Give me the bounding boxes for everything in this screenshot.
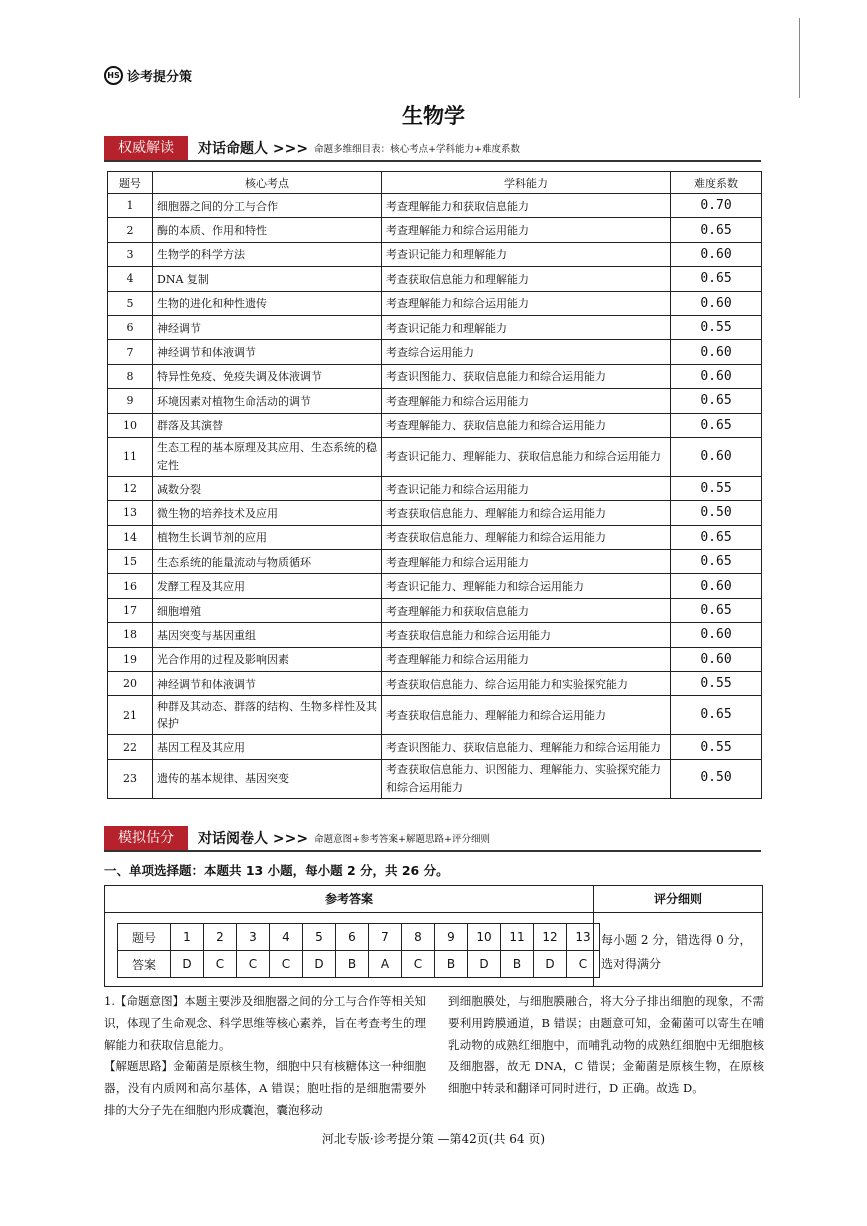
table-row bbox=[108, 340, 762, 364]
table-cell-point: 基因工程及其应用 bbox=[153, 735, 382, 759]
table-cell-no: 6 bbox=[108, 315, 153, 339]
table-cell-diff: 0.50 bbox=[671, 501, 762, 525]
ref-answer-header: 参考答案 bbox=[105, 886, 594, 913]
section-estimate-header bbox=[104, 826, 761, 852]
brand bbox=[104, 66, 192, 85]
table-cell-no: 8 bbox=[108, 364, 153, 388]
section-main-title: 对话命题人 >>> bbox=[198, 141, 309, 157]
answer-value: C bbox=[270, 951, 303, 978]
table-row bbox=[108, 315, 762, 339]
table-cell-no: 11 bbox=[108, 437, 153, 476]
table-row bbox=[108, 389, 762, 413]
table-cell-point: 生态工程的基本原理及其应用、生态系统的稳定性 bbox=[153, 437, 382, 476]
answer-table bbox=[117, 923, 600, 978]
num-label: 题号 bbox=[118, 924, 171, 951]
table-cell-no: 5 bbox=[108, 291, 153, 315]
table-cell-no: 2 bbox=[108, 218, 153, 242]
table-cell-ability: 考查识图能力、获取信息能力、理解能力和综合运用能力 bbox=[382, 735, 671, 759]
explanation-para: 到细胞膜处，与细胞膜融合，将大分子排出细胞的现象，不需要利用跨膜通道，B 错误；由题意可知，金葡菌可以寄生在哺乳动物的成熟红细胞中，而哺乳动物的成熟红细胞中无细胞核及细胞器，故无 DNA，C 错误；金葡菌是原核生物，在原核细胞中转录和翻译可同时进行，D 正确。故选 D。 bbox=[448, 994, 764, 1096]
answer-number: 6 bbox=[336, 924, 369, 951]
table-row bbox=[108, 501, 762, 525]
table-row bbox=[108, 623, 762, 647]
table-cell-diff: 0.55 bbox=[671, 735, 762, 759]
table-cell-ability: 考查理解能力和综合运用能力 bbox=[382, 647, 671, 671]
table-cell-diff: 0.65 bbox=[671, 525, 762, 549]
answer-value: C bbox=[237, 951, 270, 978]
table-cell-diff: 0.60 bbox=[671, 437, 762, 476]
table-cell-diff: 0.65 bbox=[671, 267, 762, 291]
answer-number: 11 bbox=[501, 924, 534, 951]
table-row bbox=[108, 525, 762, 549]
table-row bbox=[108, 291, 762, 315]
table-row bbox=[108, 550, 762, 574]
table-cell-diff: 0.60 bbox=[671, 623, 762, 647]
table-cell-ability: 考查获取信息能力、理解能力和综合运用能力 bbox=[382, 501, 671, 525]
page-footer: 河北专版·诊考提分策 —第42页(共 64 页) bbox=[321, 1132, 546, 1146]
explanation-col-left bbox=[104, 991, 426, 1122]
table-cell-diff: 0.65 bbox=[671, 389, 762, 413]
section-tag: 权威解读 bbox=[104, 136, 188, 160]
scoring-rule-text: 每小题 2 分，错选得 0 分，选对得满分 bbox=[601, 933, 752, 971]
table-cell-ability: 考查获取信息能力和综合运用能力 bbox=[382, 623, 671, 647]
table-cell-ability: 考查获取信息能力、综合运用能力和实验探究能力 bbox=[382, 672, 671, 696]
table-cell-point: 微生物的培养技术及应用 bbox=[153, 501, 382, 525]
table-cell-ability: 考查识记能力、理解能力和综合运用能力 bbox=[382, 574, 671, 598]
table-cell-no: 15 bbox=[108, 550, 153, 574]
table-cell-no: 4 bbox=[108, 267, 153, 291]
table-row bbox=[108, 194, 762, 218]
table-cell-no: 17 bbox=[108, 598, 153, 622]
table-row bbox=[108, 647, 762, 671]
table-cell-diff: 0.65 bbox=[671, 598, 762, 622]
answer-value: B bbox=[501, 951, 534, 978]
table-cell-no: 1 bbox=[108, 194, 153, 218]
col-header: 核心考点 bbox=[153, 172, 382, 194]
table-cell-ability: 考查理解能力和综合运用能力 bbox=[382, 550, 671, 574]
table-cell-no: 13 bbox=[108, 501, 153, 525]
table-cell-point: 酶的本质、作用和特性 bbox=[153, 218, 382, 242]
table-cell-ability: 考查识记能力和综合运用能力 bbox=[382, 476, 671, 500]
col-header: 题号 bbox=[108, 172, 153, 194]
margin-rule bbox=[799, 18, 800, 98]
table-cell-ability: 考查理解能力和综合运用能力 bbox=[382, 291, 671, 315]
table-cell-point: 生物的进化和种性遗传 bbox=[153, 291, 382, 315]
table-cell-ability: 考查识图能力、获取信息能力和综合运用能力 bbox=[382, 364, 671, 388]
answer-number-row bbox=[118, 924, 600, 951]
answer-number: 10 bbox=[468, 924, 501, 951]
table-cell-diff: 0.60 bbox=[671, 340, 762, 364]
col-header: 学科能力 bbox=[382, 172, 671, 194]
table-row bbox=[108, 735, 762, 759]
table-row bbox=[108, 696, 762, 735]
ans-label: 答案 bbox=[118, 951, 171, 978]
answer-value: A bbox=[369, 951, 402, 978]
table-cell-ability: 考查获取信息能力、理解能力和综合运用能力 bbox=[382, 696, 671, 735]
answer-number: 9 bbox=[435, 924, 468, 951]
page-title: 生物学 bbox=[402, 104, 465, 128]
section-tag: 模拟估分 bbox=[104, 826, 188, 850]
table-cell-ability: 考查理解能力、获取信息能力和综合运用能力 bbox=[382, 413, 671, 437]
table-cell-no: 10 bbox=[108, 413, 153, 437]
table-cell-no: 3 bbox=[108, 242, 153, 266]
table-cell-point: 减数分裂 bbox=[153, 476, 382, 500]
table-cell-point: 细胞增殖 bbox=[153, 598, 382, 622]
answer-box bbox=[104, 885, 763, 987]
table-cell-ability: 考查理解能力和综合运用能力 bbox=[382, 218, 671, 242]
table-cell-no: 19 bbox=[108, 647, 153, 671]
table-cell-diff: 0.60 bbox=[671, 291, 762, 315]
table-cell-point: 遗传的基本规律、基因突变 bbox=[153, 759, 382, 798]
col-header: 难度系数 bbox=[671, 172, 762, 194]
table-cell-no: 23 bbox=[108, 759, 153, 798]
table-row bbox=[108, 574, 762, 598]
brand-name: 诊考提分策 bbox=[127, 70, 193, 85]
brand-logo-icon: HS bbox=[104, 66, 123, 85]
table-cell-no: 12 bbox=[108, 476, 153, 500]
table-cell-no: 18 bbox=[108, 623, 153, 647]
table-cell-point: 神经调节和体液调节 bbox=[153, 672, 382, 696]
table-cell-point: 群落及其演替 bbox=[153, 413, 382, 437]
table-cell-ability: 考查获取信息能力、识图能力、理解能力、实验探究能力和综合运用能力 bbox=[382, 759, 671, 798]
table-cell-point: 基因突变与基因重组 bbox=[153, 623, 382, 647]
table-cell-diff: 0.60 bbox=[671, 364, 762, 388]
explanation-para: 1.【命题意图】本题主要涉及细胞器之间的分工与合作等相关知识，体现了生命观念、科学思维等核心素养，旨在考查考生的理解能力和获取信息能力。 bbox=[104, 994, 426, 1052]
answer-number: 7 bbox=[369, 924, 402, 951]
table-row bbox=[108, 672, 762, 696]
table-cell-point: 细胞器之间的分工与合作 bbox=[153, 194, 382, 218]
table-cell-diff: 0.50 bbox=[671, 759, 762, 798]
answer-value: C bbox=[567, 951, 600, 978]
answer-number: 8 bbox=[402, 924, 435, 951]
table-row bbox=[108, 242, 762, 266]
table-row bbox=[108, 364, 762, 388]
table-row bbox=[108, 267, 762, 291]
answer-value: B bbox=[336, 951, 369, 978]
section-subtitle: 命题意图+参考答案+解题思路+评分细则 bbox=[314, 834, 490, 845]
table-cell-diff: 0.65 bbox=[671, 218, 762, 242]
table-row bbox=[108, 759, 762, 798]
table-cell-no: 20 bbox=[108, 672, 153, 696]
table-cell-ability: 考查理解能力和获取信息能力 bbox=[382, 598, 671, 622]
table-cell-point: 生态系统的能量流动与物质循环 bbox=[153, 550, 382, 574]
table-cell-no: 16 bbox=[108, 574, 153, 598]
answer-number: 2 bbox=[204, 924, 237, 951]
answer-value: C bbox=[402, 951, 435, 978]
table-cell-ability: 考查识记能力和理解能力 bbox=[382, 242, 671, 266]
table-cell-diff: 0.55 bbox=[671, 672, 762, 696]
table-cell-ability: 考查理解能力和综合运用能力 bbox=[382, 389, 671, 413]
table-cell-no: 9 bbox=[108, 389, 153, 413]
table-row bbox=[108, 437, 762, 476]
table-cell-diff: 0.60 bbox=[671, 242, 762, 266]
answer-value: C bbox=[204, 951, 237, 978]
table-cell-no: 14 bbox=[108, 525, 153, 549]
table-cell-ability: 考查综合运用能力 bbox=[382, 340, 671, 364]
table-row bbox=[108, 413, 762, 437]
table-cell-point: 光合作用的过程及影响因素 bbox=[153, 647, 382, 671]
table-cell-ability: 考查理解能力和获取信息能力 bbox=[382, 194, 671, 218]
table-cell-diff: 0.60 bbox=[671, 574, 762, 598]
answer-value-row bbox=[118, 951, 600, 978]
scoring-header: 评分细则 bbox=[594, 886, 762, 913]
answer-number: 13 bbox=[567, 924, 600, 951]
table-cell-diff: 0.55 bbox=[671, 476, 762, 500]
answer-number: 12 bbox=[534, 924, 567, 951]
table-cell-point: 神经调节 bbox=[153, 315, 382, 339]
table-header-row bbox=[108, 172, 762, 194]
spec-table bbox=[107, 171, 762, 799]
section-main-title: 对话阅卷人 >>> bbox=[198, 831, 309, 847]
table-cell-ability: 考查获取信息能力、理解能力和综合运用能力 bbox=[382, 525, 671, 549]
table-cell-point: 发酵工程及其应用 bbox=[153, 574, 382, 598]
table-cell-ability: 考查获取信息能力和理解能力 bbox=[382, 267, 671, 291]
answer-value: B bbox=[435, 951, 468, 978]
table-cell-point: 特异性免疫、免疫失调及体液调节 bbox=[153, 364, 382, 388]
table-cell-point: 环境因素对植物生命活动的调节 bbox=[153, 389, 382, 413]
explanation-col-right bbox=[448, 991, 764, 1100]
section-subtitle: 命题多维细目表：核心考点+学科能力+难度系数 bbox=[314, 144, 520, 155]
table-cell-diff: 0.65 bbox=[671, 696, 762, 735]
answer-number: 5 bbox=[303, 924, 336, 951]
section-authority-header bbox=[104, 136, 761, 162]
table-cell-diff: 0.55 bbox=[671, 315, 762, 339]
table-cell-no: 22 bbox=[108, 735, 153, 759]
table-row bbox=[108, 598, 762, 622]
table-cell-diff: 0.70 bbox=[671, 194, 762, 218]
table-row bbox=[108, 476, 762, 500]
table-cell-point: 神经调节和体液调节 bbox=[153, 340, 382, 364]
table-cell-diff: 0.65 bbox=[671, 413, 762, 437]
table-cell-point: 生物学的科学方法 bbox=[153, 242, 382, 266]
answer-value: D bbox=[303, 951, 336, 978]
answer-value: D bbox=[171, 951, 204, 978]
table-cell-point: 种群及其动态、群落的结构、生物多样性及其保护 bbox=[153, 696, 382, 735]
table-cell-diff: 0.65 bbox=[671, 550, 762, 574]
table-cell-point: 植物生长调节剂的应用 bbox=[153, 525, 382, 549]
table-cell-no: 21 bbox=[108, 696, 153, 735]
table-cell-diff: 0.60 bbox=[671, 647, 762, 671]
table-cell-no: 7 bbox=[108, 340, 153, 364]
answer-number: 4 bbox=[270, 924, 303, 951]
answer-number: 1 bbox=[171, 924, 204, 951]
answer-value: D bbox=[468, 951, 501, 978]
table-cell-ability: 考查识记能力和理解能力 bbox=[382, 315, 671, 339]
table-cell-point: DNA 复制 bbox=[153, 267, 382, 291]
mc-section-title: 一、单项选择题：本题共 13 小题，每小题 2 分，共 26 分。 bbox=[104, 863, 449, 878]
answer-value: D bbox=[534, 951, 567, 978]
answer-number: 3 bbox=[237, 924, 270, 951]
explanation-para: 【解题思路】金葡菌是原核生物，细胞中只有核糖体这一种细胞器，没有内质网和高尔基体，A 错误；胞吐指的是细胞需要外排的大分子先在细胞内形成囊泡，囊泡移动 bbox=[104, 1059, 426, 1117]
table-cell-ability: 考查识记能力、理解能力、获取信息能力和综合运用能力 bbox=[382, 437, 671, 476]
table-row bbox=[108, 218, 762, 242]
